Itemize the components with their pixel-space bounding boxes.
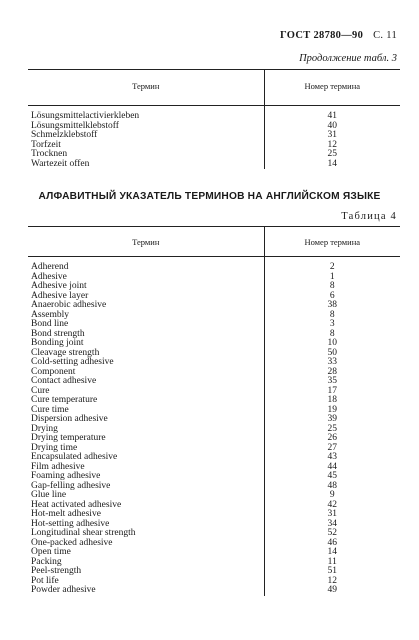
term-cell: Packing xyxy=(31,556,62,567)
table-row xyxy=(28,131,400,141)
term-number-cell: 25 xyxy=(264,425,400,435)
term-number-cell: 46 xyxy=(264,539,400,549)
term-number-cell: 26 xyxy=(264,434,400,444)
term-cell: Film adhesive xyxy=(31,461,85,472)
term-cell: Anaerobic adhesive xyxy=(31,300,107,310)
term-cell: Cure xyxy=(31,385,50,396)
term-cell: Component xyxy=(31,366,76,377)
term-number-cell: 35 xyxy=(264,377,400,387)
term-number-cell: 42 xyxy=(264,501,400,511)
table-row xyxy=(28,567,400,577)
table-row xyxy=(28,160,400,170)
term-number-cell: 3 xyxy=(264,320,400,330)
table-row xyxy=(28,548,400,558)
term-cell: Foaming adhesive xyxy=(31,471,101,481)
term-cell: Adhesive joint xyxy=(31,281,87,291)
term-number-cell: 41 xyxy=(264,112,400,122)
standard-code: ГОСТ 28780—90 xyxy=(280,30,364,41)
term-cell: Open time xyxy=(31,547,71,557)
table-continuation-note: Продолжение табл. 3 xyxy=(299,53,397,64)
term-cell: Bond line xyxy=(31,319,69,329)
term-cell: Gap-felling adhesive xyxy=(31,480,111,491)
term-number-cell: 12 xyxy=(264,141,400,151)
term-cell: One-packed adhesive xyxy=(31,537,113,548)
table-row xyxy=(28,558,400,568)
term-number-cell: 12 xyxy=(264,577,400,587)
term-number-cell: 9 xyxy=(264,491,400,501)
term-cell: Drying xyxy=(31,423,58,434)
term-number-cell: 39 xyxy=(264,415,400,425)
term-cell: Pot life xyxy=(31,575,59,586)
term-number-cell: 44 xyxy=(264,463,400,473)
term-cell: Assembly xyxy=(31,309,69,320)
term-number-cell: 14 xyxy=(264,160,400,170)
term-number-cell: 49 xyxy=(264,586,400,596)
term-cell: Heat activated adhesive xyxy=(31,499,122,510)
term-cell: Hot-melt adhesive xyxy=(31,509,101,519)
term-cell: Bonding joint xyxy=(31,338,84,348)
term-number-cell: 8 xyxy=(264,311,400,321)
term-cell: Drying time xyxy=(31,442,78,453)
table-row xyxy=(28,263,400,273)
term-cell: Schmelzklebstoff xyxy=(31,130,98,140)
term-number-cell: 45 xyxy=(264,472,400,482)
term-cell: Lösungsmittelklebstoff xyxy=(31,120,119,131)
table-row xyxy=(28,396,400,406)
term-cell: Contact adhesive xyxy=(31,376,97,386)
table-row xyxy=(28,311,400,321)
term-cell: Lösungsmittelactivierkleben xyxy=(31,111,140,121)
column-header-term: Термин xyxy=(28,70,264,106)
term-number-cell: 31 xyxy=(264,510,400,520)
term-number-cell: 40 xyxy=(264,122,400,132)
term-cell: Adhesive layer xyxy=(31,290,89,301)
term-number-cell: 6 xyxy=(264,292,400,302)
term-number-cell: 8 xyxy=(264,282,400,292)
table-4 xyxy=(28,226,400,596)
term-number-cell: 19 xyxy=(264,406,400,416)
term-cell: Cold-setting adhesive xyxy=(31,357,114,367)
column-header-number: Номер термина xyxy=(264,70,400,106)
term-number-cell: 8 xyxy=(264,330,400,340)
page-header xyxy=(280,30,397,41)
section-title: АЛФАВИТНЫЙ УКАЗАТЕЛЬ ТЕРМИНОВ НА АНГЛИЙСКОМ ЯЗЫКЕ xyxy=(38,191,381,202)
table-row xyxy=(28,586,400,596)
term-cell: Bond strength xyxy=(31,328,85,339)
term-number-cell: 27 xyxy=(264,444,400,454)
term-number-cell: 33 xyxy=(264,358,400,368)
term-number-cell: 25 xyxy=(264,150,400,160)
term-number-cell: 17 xyxy=(264,387,400,397)
term-number-cell: 10 xyxy=(264,339,400,349)
term-cell: Adherend xyxy=(31,262,69,272)
table-row xyxy=(28,358,400,368)
term-cell: Powder adhesive xyxy=(31,585,96,595)
term-cell: Trocknen xyxy=(31,149,68,159)
term-number-cell: 11 xyxy=(264,558,400,568)
table-row xyxy=(28,434,400,444)
term-cell: Adhesive xyxy=(31,271,67,282)
term-cell: Cure time xyxy=(31,404,69,415)
term-number-cell: 14 xyxy=(264,548,400,558)
term-cell: Dispersion adhesive xyxy=(31,414,108,424)
term-cell: Cure temperature xyxy=(31,395,98,405)
term-number-cell: 1 xyxy=(264,273,400,283)
term-cell: Drying temperature xyxy=(31,433,106,443)
term-number-cell: 28 xyxy=(264,368,400,378)
term-number-cell: 38 xyxy=(264,301,400,311)
term-number-cell: 31 xyxy=(264,131,400,141)
term-number-cell: 50 xyxy=(264,349,400,359)
column-header-term: Термин xyxy=(28,227,264,257)
table-row xyxy=(28,482,400,492)
term-number-cell: 48 xyxy=(264,482,400,492)
term-number-cell: 52 xyxy=(264,529,400,539)
term-number-cell: 43 xyxy=(264,453,400,463)
term-number-cell: 2 xyxy=(264,263,400,273)
term-cell: Peel-strength xyxy=(31,566,82,576)
term-cell: Glue line xyxy=(31,490,67,500)
column-header-number: Номер термина xyxy=(264,227,400,257)
term-cell: Cleavage strength xyxy=(31,347,100,358)
term-number-cell: 51 xyxy=(264,567,400,577)
term-cell: Hot-setting adhesive xyxy=(31,518,110,529)
table-row xyxy=(28,415,400,425)
term-cell: Wartezeit offen xyxy=(31,158,90,169)
page-number: С. 11 xyxy=(373,30,397,41)
table-row xyxy=(28,301,400,311)
term-cell: Encapsulated adhesive xyxy=(31,452,118,462)
table-row xyxy=(28,377,400,387)
term-number-cell: 18 xyxy=(264,396,400,406)
table-3-continued xyxy=(28,69,400,169)
term-cell: Torfzeit xyxy=(31,139,61,150)
term-cell: Longitudinal shear strength xyxy=(31,528,136,538)
table-row xyxy=(28,141,400,151)
table-row xyxy=(28,539,400,549)
term-number-cell: 34 xyxy=(264,520,400,530)
table-label: Таблица 4 xyxy=(341,211,397,222)
